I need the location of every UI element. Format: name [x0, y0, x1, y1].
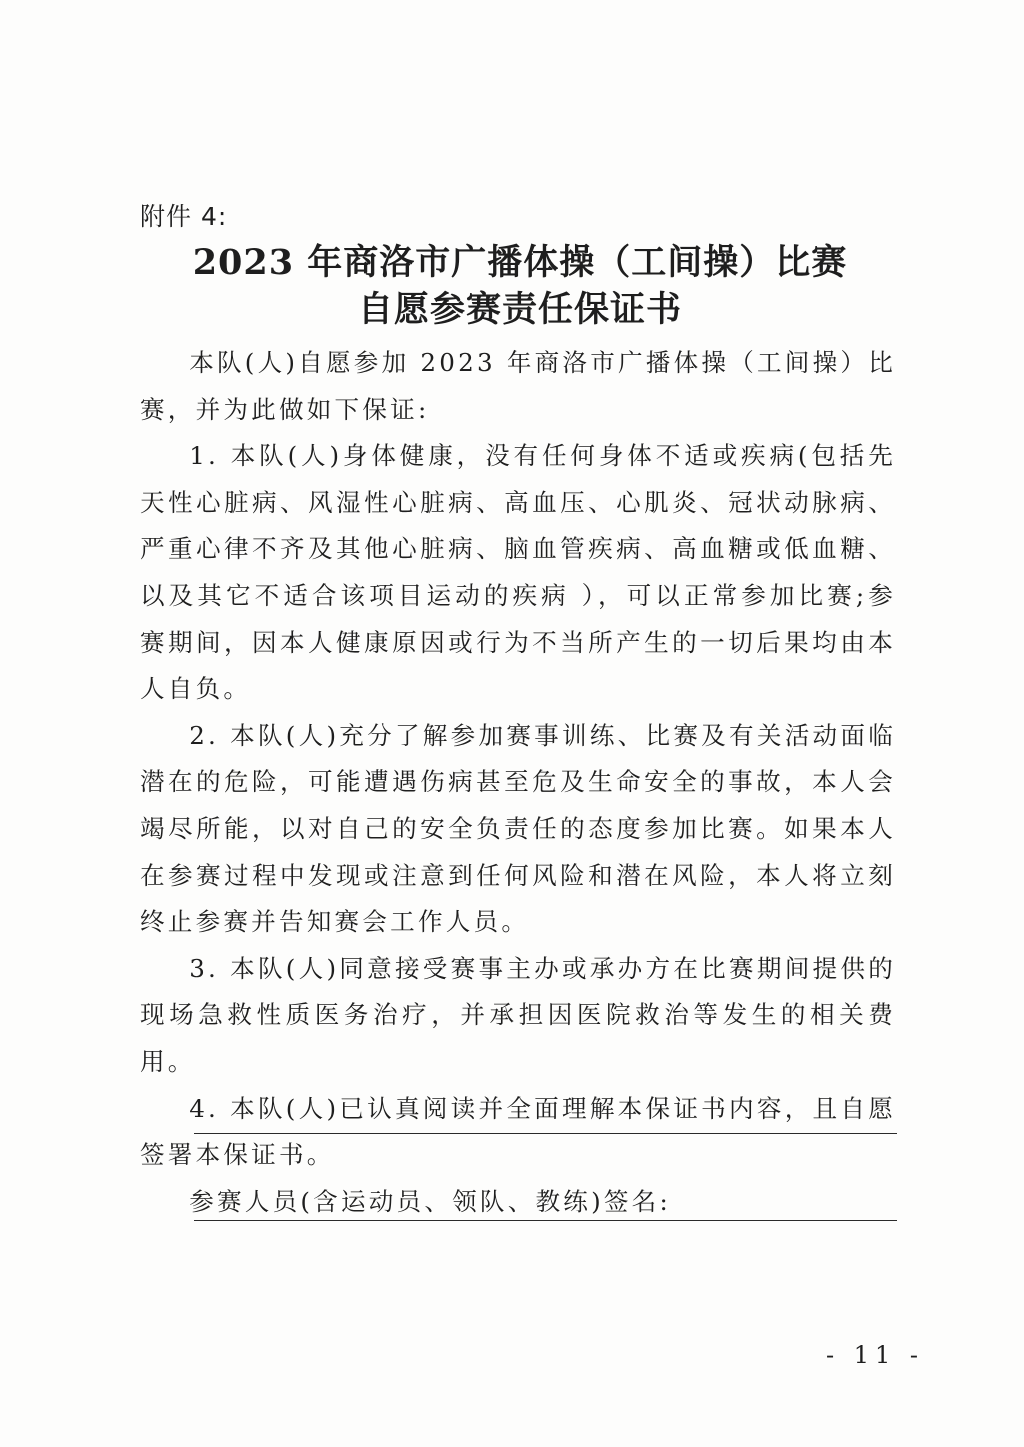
- attachment-label: 附件 4:: [140, 202, 228, 231]
- clause-1: 1. 本队(人)身体健康，没有任何身体不适或疾病(包括先天性心脏病、风湿性心脏病、高血压、心肌炎、冠状动脉病、严重心律不齐及其他心脏病、脑血管疾病、高血糖或低血糖、以及其它不适合该项目运动的疾病 ），可以正常参加比赛;参赛期间，因本人健康原因或行为不当所产生的一切后果均由本人自负。: [140, 441, 896, 704]
- document-title-line-2: 自愿参赛责任保证书: [357, 289, 682, 330]
- signature-line-1[interactable]: [194, 1133, 897, 1134]
- clause-2: 2. 本队(人)充分了解参加赛事训练、比赛及有关活动面临潜在的危险，可能遭遇伤病甚至危及生命安全的事故，本人会竭尽所能，以对自己的安全负责任的态度参加比赛。如果本人在参赛过程中发现或注意到任何风险和潜在风险，本人将立刻终止参赛并告知赛会工作人员。: [140, 720, 896, 937]
- signature-label: 参赛人员(含运动员、领队、教练)签名:: [189, 1186, 671, 1216]
- document-body: [140, 340, 896, 1225]
- clause-4: 4. 本队(人)已认真阅读并全面理解本保证书内容，且自愿签署本保证书。: [140, 1093, 896, 1170]
- page-number: - 11 -: [826, 1341, 925, 1369]
- signature-line-2[interactable]: [194, 1220, 897, 1221]
- intro-paragraph: 本队(人)自愿参加 2023 年商洛市广播体操（工间操）比赛，并为此做如下保证:: [140, 348, 896, 424]
- clause-3: 3. 本队(人)同意接受赛事主办或承办方在比赛期间提供的现场急救性质医务治疗，并承担因医院救治等发生的相关费用。: [140, 953, 896, 1076]
- document-title-line-1: 2023 年商洛市广播体操（工间操）比赛: [192, 242, 848, 283]
